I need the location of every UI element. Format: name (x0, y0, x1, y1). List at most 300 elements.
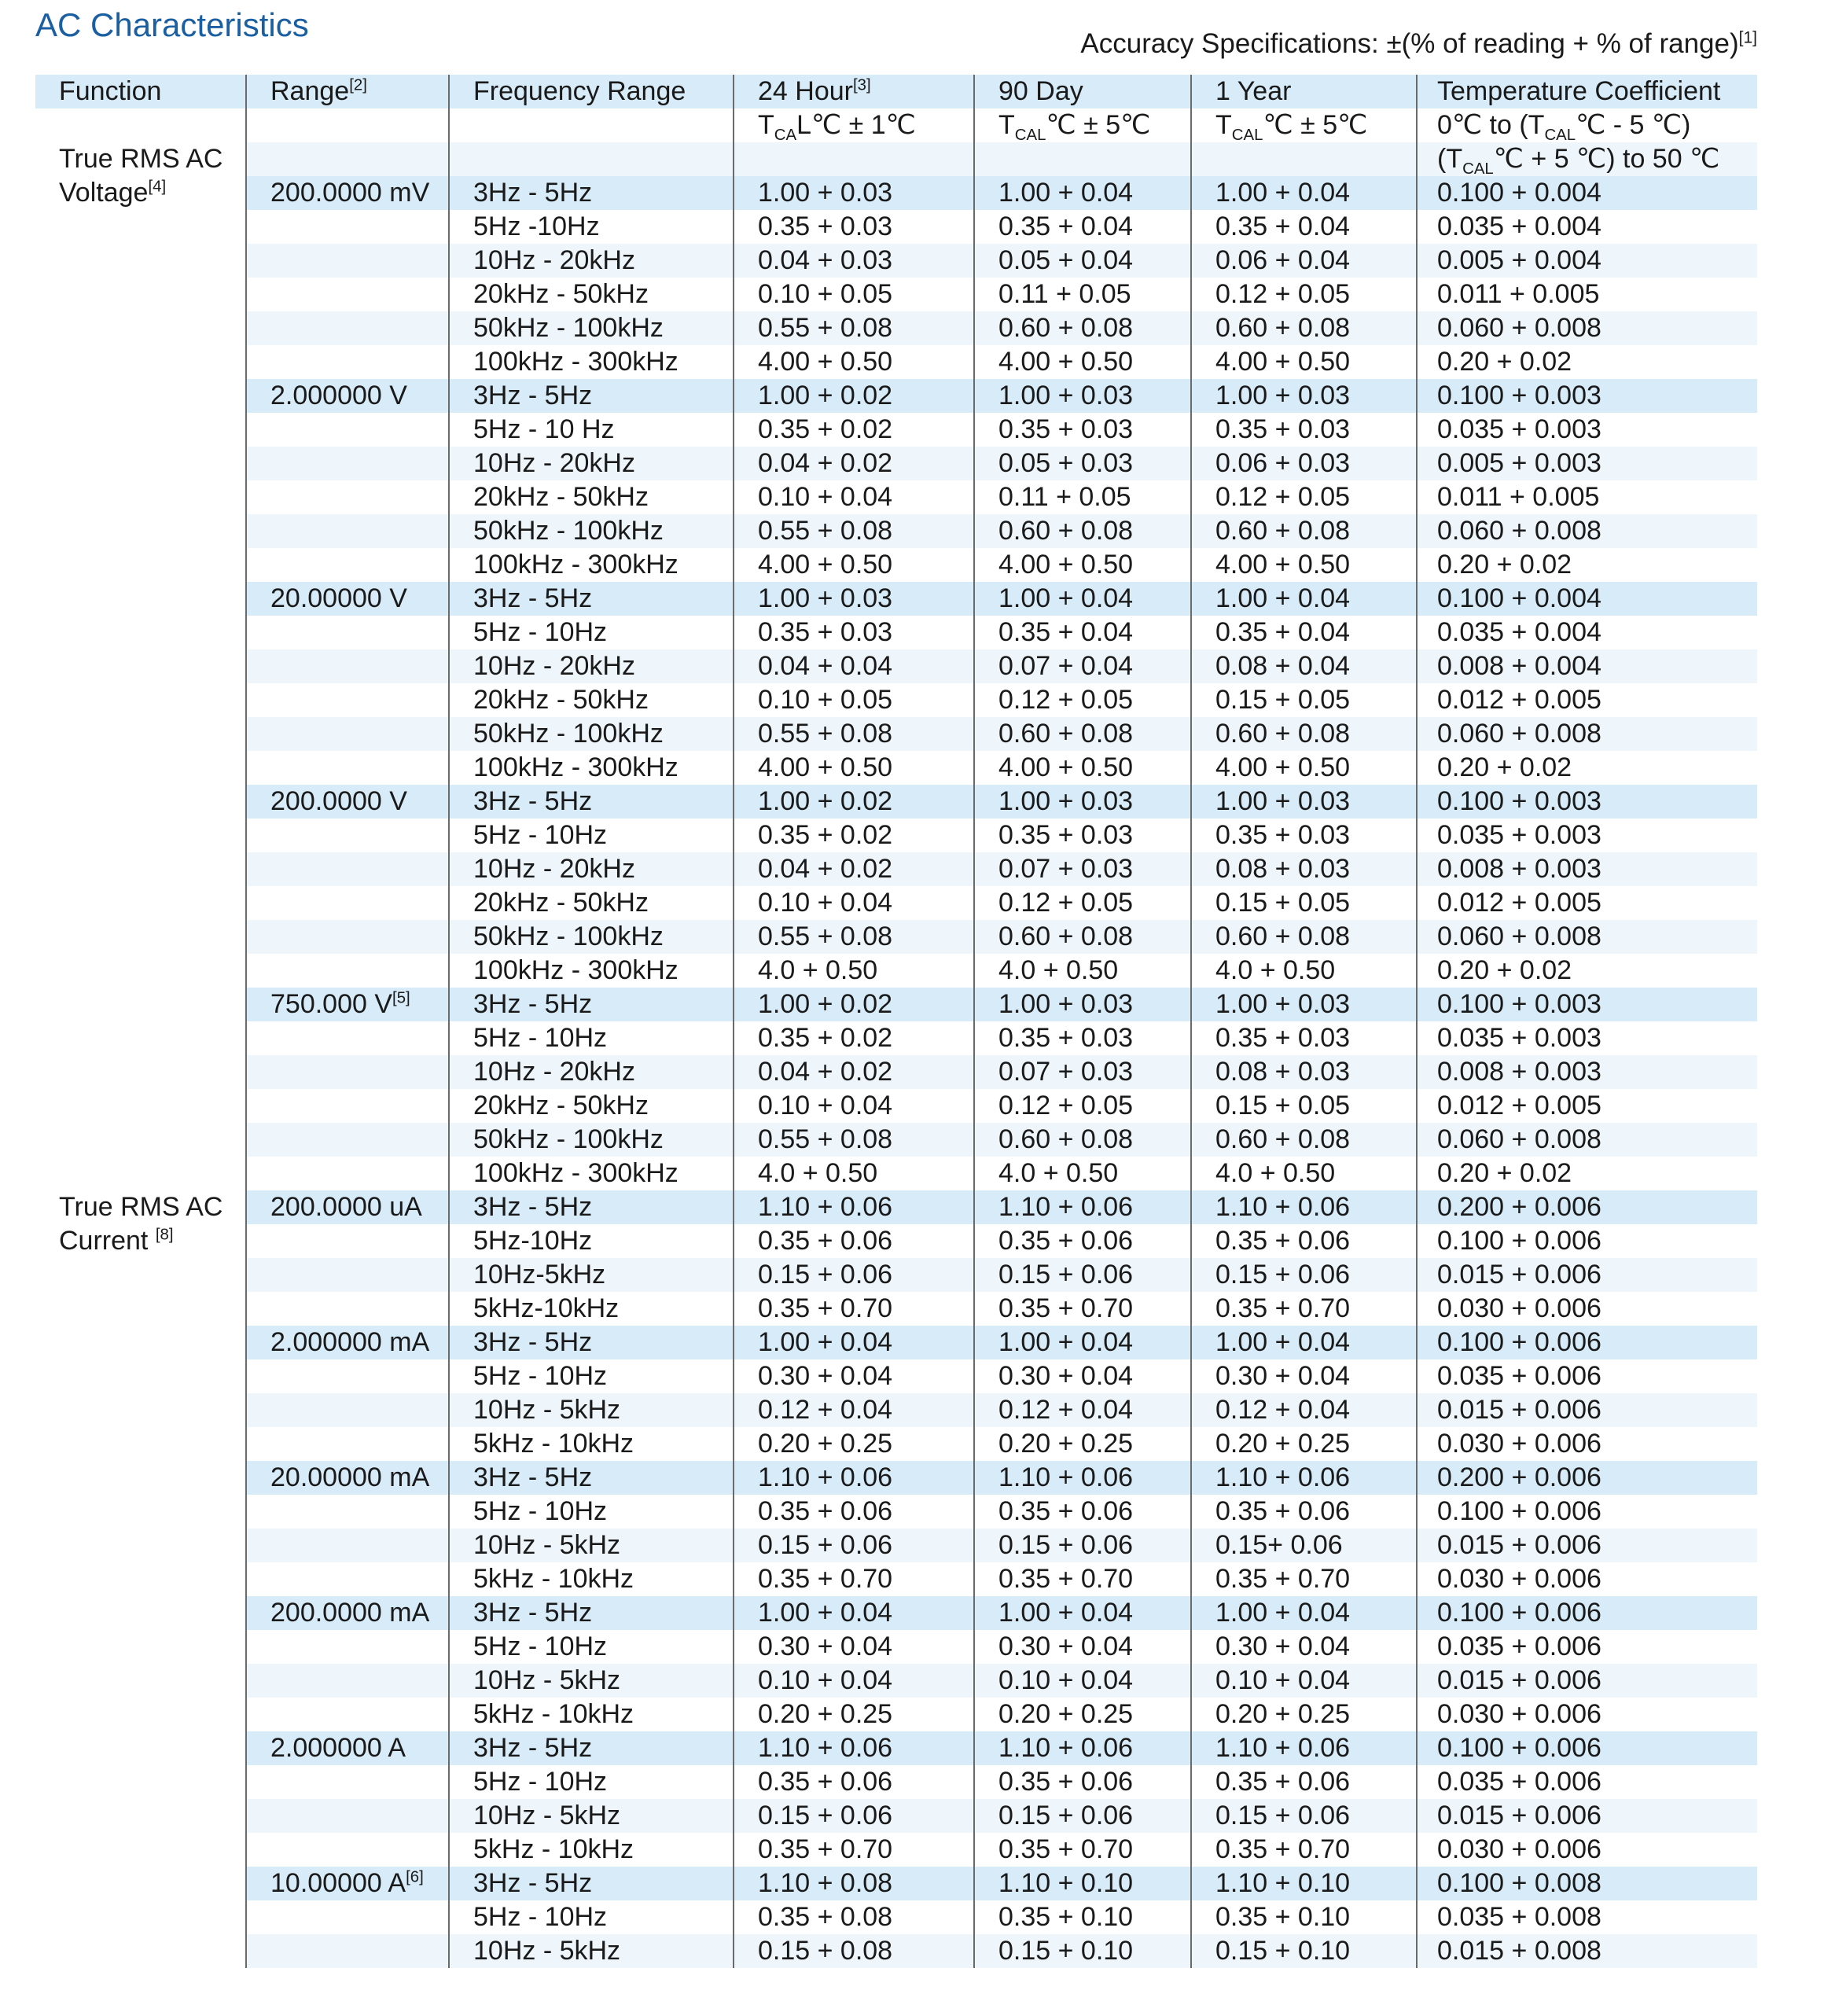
frequency-range-cell: 3Hz - 5Hz (449, 1190, 734, 1224)
subheader-function (35, 109, 246, 142)
accuracy-1-year-cell: 1.00 + 0.04 (1191, 582, 1417, 616)
accuracy-1-year-cell: 0.08 + 0.03 (1191, 852, 1417, 886)
range-cell (246, 649, 449, 683)
accuracy-90-day-cell: 0.12 + 0.04 (974, 1393, 1191, 1427)
table-row (35, 1224, 1757, 1258)
function-cell (35, 1258, 246, 1292)
accuracy-90-day-cell: 0.60 + 0.08 (974, 717, 1191, 751)
accuracy-1-year-cell: 0.30 + 0.04 (1191, 1359, 1417, 1393)
accuracy-24-hour-cell: 0.04 + 0.04 (734, 649, 974, 683)
range-cell (246, 1867, 449, 1900)
accuracy-24-hour-cell: 0.15 + 0.06 (734, 1529, 974, 1562)
accuracy-24-hour-cell: 0.15 + 0.06 (734, 1799, 974, 1833)
accuracy-24-hour-cell: 4.00 + 0.50 (734, 345, 974, 379)
accuracy-1-year-cell: 1.10 + 0.06 (1191, 1190, 1417, 1224)
temp-coefficient-cell: 0.20 + 0.02 (1417, 548, 1757, 582)
frequency-range-cell: 50kHz - 100kHz (449, 311, 734, 345)
range-cell (246, 1190, 449, 1224)
accuracy-24-hour-cell: 0.04 + 0.02 (734, 852, 974, 886)
subheader-24-hour: $T_{CA}L℃$ ± 1℃ (734, 109, 974, 142)
function-cell (35, 1698, 246, 1731)
accuracy-90-day-cell: 0.30 + 0.04 (974, 1359, 1191, 1393)
accuracy-note-text: Accuracy Specifications: ±(% of reading + % of range) (1080, 28, 1739, 59)
function-cell (35, 819, 246, 852)
accuracy-90-day-cell: 0.12 + 0.05 (974, 683, 1191, 717)
function-cell (35, 514, 246, 548)
range-cell (246, 1529, 449, 1562)
temp-coefficient-cell: 0.100 + 0.003 (1417, 785, 1757, 819)
ac-spec-table (35, 75, 1757, 1968)
frequency-range-cell: 3Hz - 5Hz (449, 988, 734, 1021)
accuracy-24-hour-cell: 0.10 + 0.05 (734, 278, 974, 311)
function-cell (35, 1292, 246, 1326)
temp-coefficient-cell: 0.012 + 0.005 (1417, 1089, 1757, 1123)
accuracy-90-day-cell: 0.35 + 0.03 (974, 413, 1191, 447)
accuracy-90-day-cell: 1.00 + 0.03 (974, 379, 1191, 413)
range-cell (246, 1021, 449, 1055)
table-row (35, 751, 1757, 785)
function-label-current-line2: Current (59, 1226, 156, 1256)
accuracy-1-year-cell: 0.20 + 0.25 (1191, 1427, 1417, 1461)
frequency-range-cell: 3Hz - 5Hz (449, 1326, 734, 1359)
frequency-range-cell: 5kHz - 10kHz (449, 1562, 734, 1596)
accuracy-90-day-cell: 4.0 + 0.50 (974, 1157, 1191, 1190)
accuracy-90-day-cell: 0.10 + 0.04 (974, 1664, 1191, 1698)
temp-coefficient-cell: 0.030 + 0.006 (1417, 1292, 1757, 1326)
function-label-voltage-line1: True RMS AC (35, 142, 246, 176)
function-cell (35, 1224, 246, 1258)
frequency-range-cell: 3Hz - 5Hz (449, 1731, 734, 1765)
function-cell (35, 886, 246, 920)
accuracy-90-day-cell: 0.07 + 0.03 (974, 852, 1191, 886)
subheader-temp-coefficient-high: ($T_{CAL}℃ + 5$ ℃) to 50 ℃ (1417, 142, 1757, 176)
accuracy-90-day-cell: 1.00 + 0.03 (974, 988, 1191, 1021)
frequency-range-cell: 5Hz -10Hz (449, 210, 734, 244)
accuracy-24-hour-cell: 0.30 + 0.04 (734, 1359, 974, 1393)
frequency-range-cell: 5Hz - 10 Hz (449, 413, 734, 447)
temp-coefficient-cell: 0.20 + 0.02 (1417, 751, 1757, 785)
accuracy-90-day-cell: 0.05 + 0.04 (974, 244, 1191, 278)
table-row (35, 616, 1757, 649)
frequency-range-cell: 10Hz - 20kHz (449, 1055, 734, 1089)
frequency-range-cell: 5Hz - 10Hz (449, 1359, 734, 1393)
accuracy-1-year-cell: 0.35 + 0.03 (1191, 413, 1417, 447)
function-cell (35, 1495, 246, 1529)
table-row (35, 649, 1757, 683)
accuracy-1-year-cell: 1.00 + 0.04 (1191, 176, 1417, 210)
header-90-day: 90 Day (974, 75, 1191, 109)
function-cell (35, 582, 246, 616)
temp-coefficient-cell: 0.100 + 0.006 (1417, 1495, 1757, 1529)
range-cell (246, 1731, 449, 1765)
frequency-range-cell: 10Hz - 20kHz (449, 649, 734, 683)
function-cell (35, 1359, 246, 1393)
accuracy-1-year-cell: 0.35 + 0.04 (1191, 616, 1417, 649)
range-cell (246, 244, 449, 278)
range-cell (246, 1698, 449, 1731)
accuracy-1-year-cell: 4.00 + 0.50 (1191, 548, 1417, 582)
temp-coefficient-cell: 0.100 + 0.006 (1417, 1224, 1757, 1258)
table-row (35, 819, 1757, 852)
accuracy-24-hour-cell: 0.30 + 0.04 (734, 1630, 974, 1664)
accuracy-90-day-cell: 0.35 + 0.04 (974, 616, 1191, 649)
range-value: 20.00000 mA (270, 1462, 430, 1492)
accuracy-1-year-cell: 4.0 + 0.50 (1191, 954, 1417, 988)
accuracy-24-hour-cell: 4.0 + 0.50 (734, 954, 974, 988)
range-cell (246, 886, 449, 920)
accuracy-note (1080, 28, 1757, 60)
accuracy-24-hour-cell: 0.35 + 0.08 (734, 1900, 974, 1934)
accuracy-24-hour-cell: 0.35 + 0.06 (734, 1224, 974, 1258)
accuracy-90-day-cell: 1.10 + 0.06 (974, 1461, 1191, 1495)
temp-coefficient-cell: 0.030 + 0.006 (1417, 1562, 1757, 1596)
accuracy-90-day-cell: 0.35 + 0.70 (974, 1292, 1191, 1326)
temp-coefficient-cell: 0.035 + 0.004 (1417, 210, 1757, 244)
range-cell (246, 311, 449, 345)
temp-coefficient-cell: 0.015 + 0.006 (1417, 1393, 1757, 1427)
function-cell (35, 1190, 246, 1224)
table-row (35, 1055, 1757, 1089)
table-row (35, 379, 1757, 413)
header-24-hour-ref: [3] (852, 76, 871, 94)
range-ref: [6] (406, 1868, 424, 1886)
frequency-range-cell: 100kHz - 300kHz (449, 548, 734, 582)
function-cell (35, 311, 246, 345)
subheader-row-2 (35, 142, 1757, 176)
accuracy-1-year-cell: 0.35 + 0.70 (1191, 1562, 1417, 1596)
range-cell (246, 683, 449, 717)
table-row (35, 717, 1757, 751)
function-cell (35, 1157, 246, 1190)
table-row (35, 1630, 1757, 1664)
function-label-voltage-line2: Voltage (59, 178, 149, 208)
range-value: 200.0000 mV (270, 178, 430, 208)
table-row (35, 1157, 1757, 1190)
table-row (35, 345, 1757, 379)
frequency-range-cell: 5Hz - 10Hz (449, 616, 734, 649)
frequency-range-cell: 50kHz - 100kHz (449, 717, 734, 751)
accuracy-24-hour-cell: 0.35 + 0.70 (734, 1292, 974, 1326)
frequency-range-cell: 100kHz - 300kHz (449, 954, 734, 988)
frequency-range-cell: 5kHz-10kHz (449, 1292, 734, 1326)
table-row (35, 1664, 1757, 1698)
accuracy-90-day-cell: 0.07 + 0.03 (974, 1055, 1191, 1089)
accuracy-24-hour-cell: 0.10 + 0.04 (734, 1664, 974, 1698)
range-cell (246, 176, 449, 210)
range-cell (246, 582, 449, 616)
temp-coefficient-cell: 0.012 + 0.005 (1417, 886, 1757, 920)
accuracy-1-year-cell: 0.12 + 0.05 (1191, 480, 1417, 514)
range-cell (246, 1393, 449, 1427)
function-cell (35, 649, 246, 683)
temp-coefficient-cell: 0.100 + 0.004 (1417, 582, 1757, 616)
temp-coefficient-cell: 0.100 + 0.003 (1417, 988, 1757, 1021)
temp-coefficient-cell: 0.035 + 0.003 (1417, 819, 1757, 852)
frequency-range-cell: 5kHz - 10kHz (449, 1833, 734, 1867)
frequency-range-cell: 5Hz - 10Hz (449, 1021, 734, 1055)
header-frequency: Frequency Range (449, 75, 734, 109)
accuracy-24-hour-cell: 0.10 + 0.04 (734, 480, 974, 514)
function-cell (35, 548, 246, 582)
table-row (35, 683, 1757, 717)
function-cell (35, 988, 246, 1021)
function-cell (35, 1833, 246, 1867)
frequency-range-cell: 5Hz-10Hz (449, 1224, 734, 1258)
range-value: 2.000000 mA (270, 1327, 430, 1357)
accuracy-1-year-cell: 4.00 + 0.50 (1191, 345, 1417, 379)
range-cell (246, 1630, 449, 1664)
table-row (35, 920, 1757, 954)
accuracy-1-year-cell: 0.15 + 0.06 (1191, 1799, 1417, 1833)
table-row (35, 1529, 1757, 1562)
accuracy-90-day-cell: 0.60 + 0.08 (974, 514, 1191, 548)
function-cell (35, 1799, 246, 1833)
temp-coefficient-cell: 0.100 + 0.008 (1417, 1867, 1757, 1900)
accuracy-90-day-cell: 0.35 + 0.06 (974, 1224, 1191, 1258)
accuracy-1-year-cell: 1.00 + 0.04 (1191, 1596, 1417, 1630)
range-cell (246, 751, 449, 785)
accuracy-90-day-cell: 4.00 + 0.50 (974, 345, 1191, 379)
accuracy-24-hour-cell: 0.55 + 0.08 (734, 311, 974, 345)
accuracy-90-day-cell: 0.20 + 0.25 (974, 1698, 1191, 1731)
frequency-range-cell: 10Hz - 5kHz (449, 1934, 734, 1968)
frequency-range-cell: 10Hz-5kHz (449, 1258, 734, 1292)
accuracy-24-hour-cell: 4.00 + 0.50 (734, 548, 974, 582)
empty-cell (1191, 142, 1417, 176)
temp-coefficient-cell: 0.100 + 0.006 (1417, 1596, 1757, 1630)
table-row (35, 1495, 1757, 1529)
range-cell (246, 1123, 449, 1157)
accuracy-90-day-cell: 0.35 + 0.06 (974, 1495, 1191, 1529)
frequency-range-cell: 10Hz - 20kHz (449, 447, 734, 480)
accuracy-1-year-cell: 0.60 + 0.08 (1191, 311, 1417, 345)
accuracy-24-hour-cell: 0.10 + 0.04 (734, 886, 974, 920)
function-cell (35, 1055, 246, 1089)
accuracy-24-hour-cell: 1.00 + 0.02 (734, 785, 974, 819)
function-cell (35, 1021, 246, 1055)
accuracy-1-year-cell: 0.35 + 0.70 (1191, 1833, 1417, 1867)
accuracy-90-day-cell: 0.20 + 0.25 (974, 1427, 1191, 1461)
function-cell (35, 683, 246, 717)
accuracy-24-hour-cell: 0.35 + 0.03 (734, 210, 974, 244)
temp-coefficient-cell: 0.015 + 0.008 (1417, 1934, 1757, 1968)
accuracy-90-day-cell: 0.35 + 0.06 (974, 1765, 1191, 1799)
table-row (35, 582, 1757, 616)
accuracy-1-year-cell: 1.10 + 0.06 (1191, 1731, 1417, 1765)
accuracy-90-day-cell: 0.35 + 0.10 (974, 1900, 1191, 1934)
accuracy-24-hour-cell: 1.10 + 0.06 (734, 1190, 974, 1224)
range-value: 20.00000 V (270, 583, 407, 613)
range-value: 2.000000 V (270, 381, 407, 410)
accuracy-90-day-cell: 0.60 + 0.08 (974, 920, 1191, 954)
function-label-current-ref: [8] (155, 1226, 174, 1244)
accuracy-90-day-cell: 1.10 + 0.06 (974, 1731, 1191, 1765)
temp-coefficient-cell: 0.015 + 0.006 (1417, 1258, 1757, 1292)
temp-coefficient-cell: 0.20 + 0.02 (1417, 345, 1757, 379)
function-cell (35, 480, 246, 514)
accuracy-90-day-cell: 1.00 + 0.04 (974, 582, 1191, 616)
accuracy-24-hour-cell: 0.10 + 0.04 (734, 1089, 974, 1123)
header-1-year: 1 Year (1191, 75, 1417, 109)
frequency-range-cell: 10Hz - 5kHz (449, 1799, 734, 1833)
frequency-range-cell: 100kHz - 300kHz (449, 1157, 734, 1190)
temp-coefficient-cell: 0.100 + 0.003 (1417, 379, 1757, 413)
accuracy-1-year-cell: 0.60 + 0.08 (1191, 717, 1417, 751)
range-cell (246, 1292, 449, 1326)
function-cell (35, 1123, 246, 1157)
accuracy-1-year-cell: 0.30 + 0.04 (1191, 1630, 1417, 1664)
accuracy-1-year-cell: 0.12 + 0.04 (1191, 1393, 1417, 1427)
accuracy-24-hour-cell: 1.00 + 0.02 (734, 988, 974, 1021)
range-cell (246, 1664, 449, 1698)
subheader-90-day: $T_{CAL}℃$ ± 5℃ (974, 109, 1191, 142)
temp-coefficient-cell: 0.008 + 0.003 (1417, 852, 1757, 886)
accuracy-24-hour-cell: 1.00 + 0.03 (734, 582, 974, 616)
accuracy-1-year-cell: 0.15+ 0.06 (1191, 1529, 1417, 1562)
accuracy-24-hour-cell: 0.55 + 0.08 (734, 717, 974, 751)
range-cell (246, 954, 449, 988)
function-cell (35, 1664, 246, 1698)
range-cell (246, 447, 449, 480)
accuracy-1-year-cell: 0.60 + 0.08 (1191, 1123, 1417, 1157)
range-value: 200.0000 mA (270, 1598, 430, 1628)
accuracy-24-hour-cell: 0.35 + 0.02 (734, 819, 974, 852)
range-cell (246, 514, 449, 548)
frequency-range-cell: 50kHz - 100kHz (449, 514, 734, 548)
table-row (35, 1258, 1757, 1292)
accuracy-24-hour-cell: 0.35 + 0.02 (734, 413, 974, 447)
table-row (35, 1562, 1757, 1596)
frequency-range-cell: 5kHz - 10kHz (449, 1698, 734, 1731)
accuracy-1-year-cell: 0.08 + 0.03 (1191, 1055, 1417, 1089)
accuracy-24-hour-cell: 0.20 + 0.25 (734, 1427, 974, 1461)
table-row (35, 1799, 1757, 1833)
range-cell (246, 210, 449, 244)
table-row (35, 852, 1757, 886)
accuracy-1-year-cell: 4.00 + 0.50 (1191, 751, 1417, 785)
frequency-range-cell: 20kHz - 50kHz (449, 886, 734, 920)
accuracy-90-day-cell: 0.12 + 0.05 (974, 1089, 1191, 1123)
accuracy-1-year-cell: 0.15 + 0.10 (1191, 1934, 1417, 1968)
accuracy-1-year-cell: 0.35 + 0.03 (1191, 819, 1417, 852)
header-24-hour: 24 Hour[3] (734, 75, 974, 109)
function-cell (35, 1427, 246, 1461)
function-cell (35, 1900, 246, 1934)
function-cell (35, 1934, 246, 1968)
range-cell (246, 1934, 449, 1968)
table-row (35, 413, 1757, 447)
temp-coefficient-cell: 0.008 + 0.004 (1417, 649, 1757, 683)
range-cell (246, 1258, 449, 1292)
frequency-range-cell: 100kHz - 300kHz (449, 751, 734, 785)
accuracy-24-hour-cell: 0.04 + 0.02 (734, 447, 974, 480)
temp-coefficient-cell: 0.011 + 0.005 (1417, 278, 1757, 311)
function-cell (35, 1461, 246, 1495)
table-row (35, 1292, 1757, 1326)
accuracy-24-hour-cell: 0.55 + 0.08 (734, 920, 974, 954)
accuracy-1-year-cell: 0.35 + 0.10 (1191, 1900, 1417, 1934)
temp-coefficient-cell: 0.100 + 0.006 (1417, 1326, 1757, 1359)
range-value: 10.00000 A (270, 1868, 406, 1898)
accuracy-24-hour-cell: 1.00 + 0.04 (734, 1596, 974, 1630)
temp-coefficient-cell: 0.035 + 0.003 (1417, 413, 1757, 447)
accuracy-90-day-cell: 1.10 + 0.06 (974, 1190, 1191, 1224)
temp-coefficient-cell: 0.030 + 0.006 (1417, 1427, 1757, 1461)
accuracy-90-day-cell: 1.00 + 0.03 (974, 785, 1191, 819)
function-cell (35, 954, 246, 988)
frequency-range-cell: 20kHz - 50kHz (449, 480, 734, 514)
function-cell (35, 1562, 246, 1596)
accuracy-1-year-cell: 0.60 + 0.08 (1191, 514, 1417, 548)
range-cell (246, 1326, 449, 1359)
range-cell (246, 1596, 449, 1630)
table-row (35, 1765, 1757, 1799)
range-cell (246, 480, 449, 514)
range-cell (246, 345, 449, 379)
accuracy-1-year-cell: 0.10 + 0.04 (1191, 1664, 1417, 1698)
accuracy-90-day-cell: 0.15 + 0.06 (974, 1799, 1191, 1833)
accuracy-90-day-cell: 0.05 + 0.03 (974, 447, 1191, 480)
temp-coefficient-cell: 0.030 + 0.006 (1417, 1698, 1757, 1731)
accuracy-1-year-cell: 0.60 + 0.08 (1191, 920, 1417, 954)
frequency-range-cell: 5Hz - 10Hz (449, 819, 734, 852)
range-cell (246, 1427, 449, 1461)
frequency-range-cell: 20kHz - 50kHz (449, 278, 734, 311)
range-cell (246, 1055, 449, 1089)
temp-coefficient-cell: 0.060 + 0.008 (1417, 1123, 1757, 1157)
range-cell (246, 1359, 449, 1393)
accuracy-1-year-cell: 0.35 + 0.06 (1191, 1224, 1417, 1258)
temp-coefficient-cell: 0.060 + 0.008 (1417, 514, 1757, 548)
frequency-range-cell: 50kHz - 100kHz (449, 920, 734, 954)
header-row (35, 75, 1757, 109)
range-cell (246, 379, 449, 413)
frequency-range-cell: 3Hz - 5Hz (449, 785, 734, 819)
function-cell (35, 785, 246, 819)
range-cell (246, 819, 449, 852)
frequency-range-cell: 3Hz - 5Hz (449, 1461, 734, 1495)
function-cell (35, 447, 246, 480)
accuracy-90-day-cell: 0.35 + 0.03 (974, 1021, 1191, 1055)
accuracy-1-year-cell: 0.15 + 0.05 (1191, 683, 1417, 717)
function-cell (35, 413, 246, 447)
spec-table-body (35, 176, 1757, 1968)
function-cell (35, 1393, 246, 1427)
subheader-frequency (449, 109, 734, 142)
accuracy-1-year-cell: 0.15 + 0.05 (1191, 886, 1417, 920)
range-cell (246, 1157, 449, 1190)
temp-coefficient-cell: 0.008 + 0.003 (1417, 1055, 1757, 1089)
temp-coefficient-cell: 0.005 + 0.004 (1417, 244, 1757, 278)
table-row (35, 1021, 1757, 1055)
accuracy-note-ref: [1] (1738, 28, 1757, 47)
temp-coefficient-cell: 0.035 + 0.004 (1417, 616, 1757, 649)
table-row (35, 480, 1757, 514)
accuracy-90-day-cell: 4.00 + 0.50 (974, 548, 1191, 582)
table-row (35, 1326, 1757, 1359)
function-cell (35, 345, 246, 379)
range-cell (246, 1562, 449, 1596)
frequency-range-cell: 10Hz - 5kHz (449, 1393, 734, 1427)
temp-coefficient-cell: 0.100 + 0.006 (1417, 1731, 1757, 1765)
range-cell (246, 278, 449, 311)
accuracy-24-hour-cell: 0.35 + 0.06 (734, 1765, 974, 1799)
empty-cell (449, 142, 734, 176)
accuracy-90-day-cell: 0.30 + 0.04 (974, 1630, 1191, 1664)
accuracy-24-hour-cell: 0.04 + 0.03 (734, 244, 974, 278)
range-cell (246, 413, 449, 447)
table-row (35, 1123, 1757, 1157)
